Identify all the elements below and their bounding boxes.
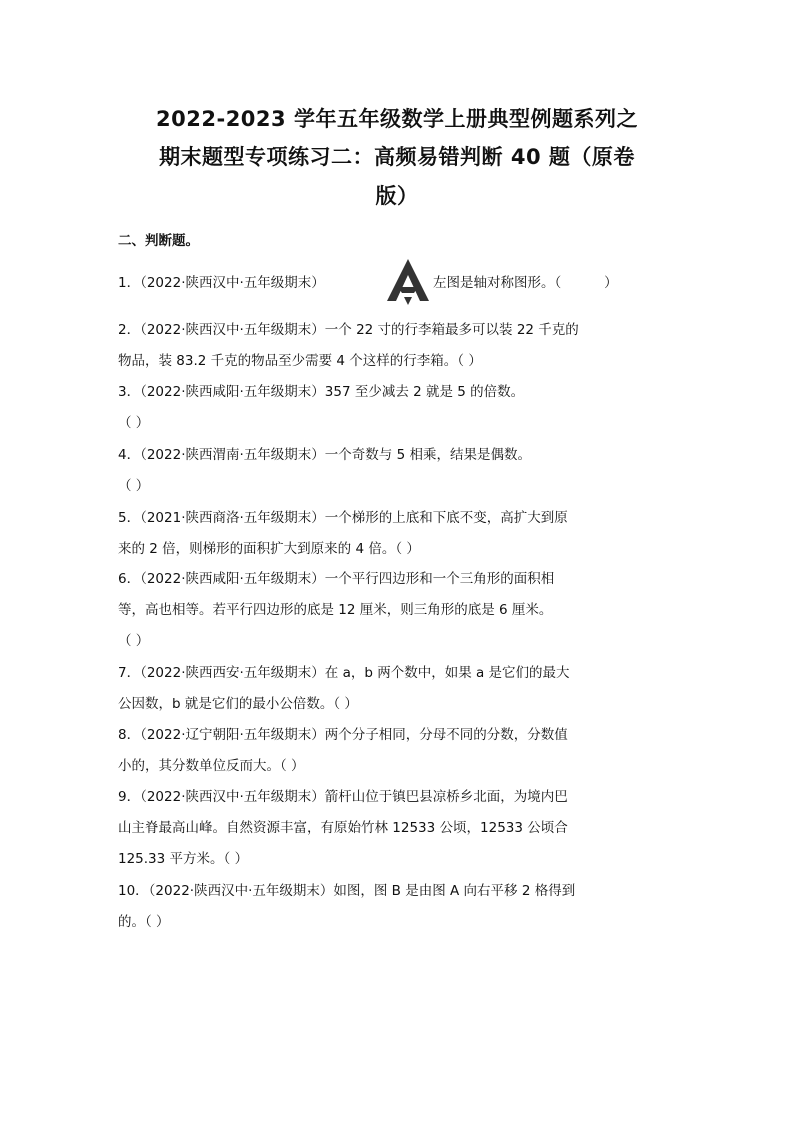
question-5 bbox=[118, 503, 678, 565]
question-2 bbox=[118, 315, 678, 377]
title-line-3: 版） bbox=[375, 184, 419, 208]
question-line: 10．（2022·陕西汉中·五年级期末）如图，图 B 是由图 A 向右平移 2 格得到 bbox=[118, 883, 576, 899]
question-line: 小的，其分数单位反而大。（ ） bbox=[118, 758, 305, 774]
question-line: 等，高也相等。若平行四边形的底是 12 厘米，则三角形的底是 6 厘米。 bbox=[118, 602, 553, 618]
question-line: （ ） bbox=[118, 478, 150, 494]
question-6 bbox=[118, 564, 678, 657]
triangular-logo-icon bbox=[384, 257, 432, 307]
question-line: 1．（2022·陕西汉中·五年级期末） bbox=[118, 275, 325, 291]
question-line: 7．（2022·陕西西安·五年级期末）在 a，b 两个数中，如果 a 是它们的最大 bbox=[118, 665, 570, 681]
question-line: 4．（2022·陕西渭南·五年级期末）一个奇数与 5 相乘，结果是偶数。 bbox=[118, 447, 531, 463]
question-line: 左图是轴对称图形。（ ） bbox=[433, 275, 618, 291]
question-line: 来的 2 倍，则梯形的面积扩大到原来的 4 倍。（ ） bbox=[118, 541, 420, 557]
question-7 bbox=[118, 658, 678, 720]
question-10 bbox=[118, 876, 678, 938]
question-line: 8．（2022·辽宁朝阳·五年级期末）两个分子相同，分母不同的分数，分数值 bbox=[118, 727, 568, 743]
question-line: 公因数，b 就是它们的最小公倍数。（ ） bbox=[118, 696, 358, 712]
question-line: 5．（2021·陕西商洛·五年级期末）一个梯形的上底和下底不变，高扩大到原 bbox=[118, 510, 568, 526]
question-line: 6．（2022·陕西咸阳·五年级期末）一个平行四边形和一个三角形的面积相 bbox=[118, 571, 555, 587]
question-4 bbox=[118, 440, 678, 502]
question-8 bbox=[118, 720, 678, 782]
question-line: 的。（ ） bbox=[118, 914, 170, 930]
question-line: 山主脊最高山峰。自然资源丰富，有原始竹林 12533 公顷，12533 公顷合 bbox=[118, 820, 568, 836]
question-1-tail bbox=[433, 268, 683, 299]
question-line: 2．（2022·陕西汉中·五年级期末）一个 22 寸的行李箱最多可以装 22 千克的 bbox=[118, 322, 579, 338]
question-line: 物品，装 83.2 千克的物品至少需要 4 个这样的行李箱。（ ） bbox=[118, 353, 482, 369]
question-line: 9．（2022·陕西汉中·五年级期末）箭杆山位于镇巴县凉桥乡北面，为境内巴 bbox=[118, 789, 568, 805]
title-line-1: 2022-2023 学年五年级数学上册典型例题系列之 bbox=[156, 107, 638, 131]
section-heading: 二、判断题。 bbox=[118, 233, 199, 249]
question-9 bbox=[118, 782, 678, 875]
title-line-2: 期末题型专项练习二：高频易错判断 40 题（原卷 bbox=[159, 145, 635, 169]
question-line: （ ） bbox=[118, 633, 150, 649]
question-line: （ ） bbox=[118, 415, 150, 431]
question-line: 3．（2022·陕西咸阳·五年级期末）357 至少减去 2 就是 5 的倍数。 bbox=[118, 384, 525, 400]
question-3 bbox=[118, 377, 678, 439]
question-line: 125.33 平方米。（ ） bbox=[118, 851, 249, 867]
